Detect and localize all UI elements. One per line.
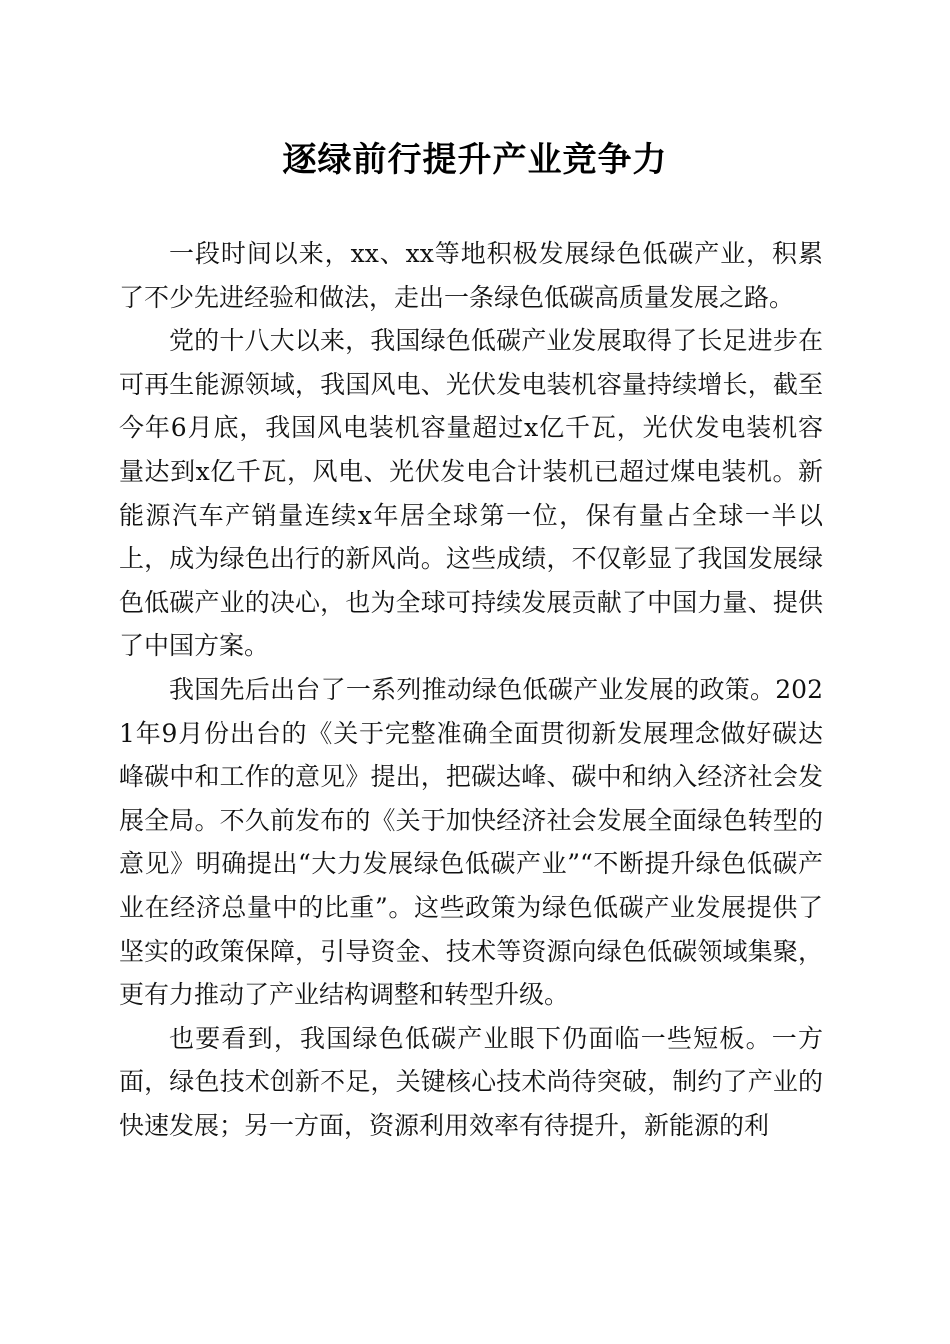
document-title: 逐绿前行提升产业竞争力 — [282, 140, 668, 180]
document-body — [119, 232, 823, 1147]
paragraph: 我国先后出台了一系列推动绿色低碳产业发展的政策。2021年9月份出台的《关于完整准确全面贯彻新发展理念做好碳达峰碳中和工作的意见》提出，把碳达峰、碳中和纳入经济社会发展全局。不久前发布的《关于加快经济社会发展全面绿色转型的意见》明确提出“大力发展绿色低碳产业”“不断提升绿色低碳产业在经济总量中的比重”。这些政策为绿色低碳产业发展提供了坚实的政策保障，引导资金、技术等资源向绿色低碳领域集聚，更有力推动了产业结构调整和转型升级。 — [119, 674, 823, 1010]
paragraph: 党的十八大以来，我国绿色低碳产业发展取得了长足进步在可再生能源领域，我国风电、光伏发电装机容量持续增长，截至今年6月底，我国风电装机容量超过x亿千瓦，光伏发电装机容量达到x亿千瓦，风电、光伏发电合计装机已超过煤电装机。新能源汽车产销量连续x年居全球第一位，保有量占全球一半以上，成为绿色出行的新风尚。这些成绩，不仅彰显了我国发展绿色低碳产业的决心，也为全球可持续发展贡献了中国力量、提供了中国方案。 — [119, 326, 823, 661]
paragraph: 一段时间以来，xx、xx等地积极发展绿色低碳产业，积累了不少先进经验和做法，走出一条绿色低碳高质量发展之路。 — [119, 239, 823, 312]
paragraph: 也要看到，我国绿色低碳产业眼下仍面临一些短板。一方面，绿色技术创新不足，关键核心技术尚待突破，制约了产业的快速发展；另一方面，资源利用效率有待提升，新能源的利 — [119, 1023, 823, 1140]
